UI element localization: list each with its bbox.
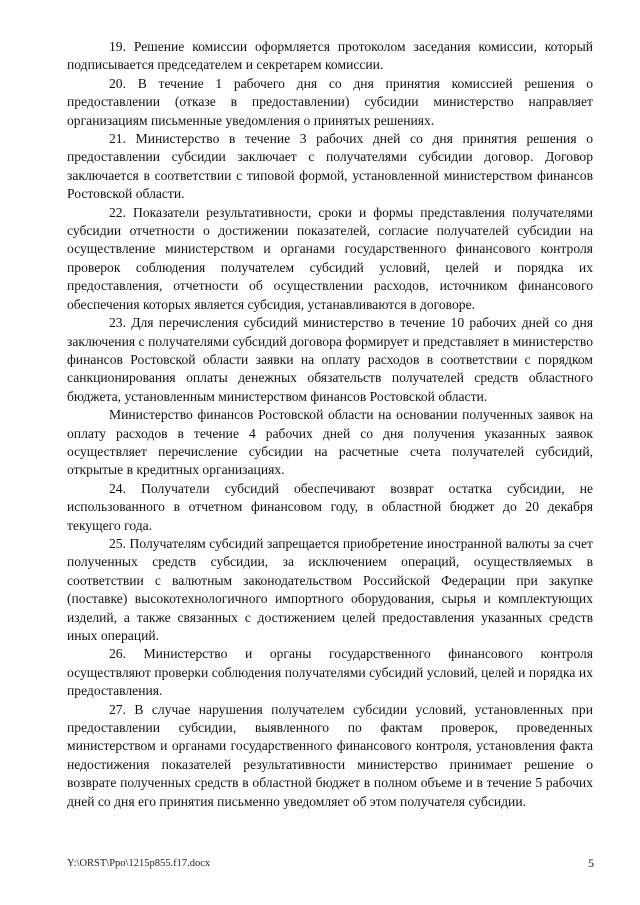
paragraph-23-continued: Министерство финансов Ростовской области на основании полученных заявок на оплату расходов в течение 4 рабочих дней со дня получения указанных заявок осуществляет перечисление субсидии на расчетные счета получателей субсидий, открытые в кредитных организациях.	[67, 407, 593, 478]
paragraph-25: 25. Получателям субсидий запрещается приобретение иностранной валюты за счет полученных средств субсидии, за исключением операций, осуществляемых в соответствии с валютным законодательством Российской Федерации при закупке (поставке) высокотехнологичного импортного оборудования, сырья и комплектующих изделий, а также связанных с достижением целей предоставления указанных средств иных операций.	[67, 535, 593, 643]
paragraph-23: 23. Для перечисления субсидий министерство в течение 10 рабочих дней со дня заключения с получателями субсидий договора формирует и представляет в министерство финансов Ростовской области заявки на оплату расходов в соответствии с порядком санкционирования оплаты денежных обязательств получателей средств областного бюджета, установленным министерством финансов Ростовской области.	[67, 315, 593, 404]
footer-file-path: Y:\ORST\Ppo\1215p855.f17.docx	[67, 858, 211, 869]
paragraph-20: 20. В течение 1 рабочего дня со дня принятия комиссией решения о предоставлении (отказе в предоставлении) субсидии министерство направляет организациям письменные уведомления о принятых решениях.	[67, 75, 593, 128]
paragraph-24: 24. Получатели субсидий обеспечивают возврат остатка субсидии, не использованного в отчетном финансовом году, в областной бюджет до 20 декабря текущего года.	[67, 480, 593, 533]
paragraph-22: 22. Показатели результативности, сроки и формы представления получателями субсидии отчетности о достижении показателей, согласие получателей субсидии на осуществление министерством и органами государственного финансового контроля проверок соблюдения получателем субсидий условий, целей и порядка их предоставления, отчетности об осуществлении расходов, источником финансового обеспечения которых является субсидия, устанавливаются в договоре.	[67, 204, 593, 312]
paragraph-21: 21. Министерство в течение 3 рабочих дней со дня принятия решения о предоставлении субсидии заключает с получателями субсидии договор. Договор заключается в соответствии с типовой формой, установленной министерством финансов Ростовской области.	[67, 131, 593, 202]
page-number: 5	[588, 856, 594, 870]
paragraph-26: 26. Министерство и органы государственного финансового контроля осуществляют проверки соблюдения получателями субсидий условий, целей и порядка их предоставления.	[67, 646, 593, 699]
paragraph-27: 27. В случае нарушения получателем субсидии условий, установленных при предоставлении субсидии, выявленного по фактам проверок, проведенных министерством и органами государственного финансового контроля, установления факта недостижения показателей результативности министерство принимает решение о возврате полученных средств в областной бюджет в полном объеме и в течение 5 рабочих дней со дня его принятия письменно уведомляет об этом получателя субсидии.	[67, 701, 593, 809]
document-body	[67, 38, 593, 811]
paragraph-19: 19. Решение комиссии оформляется протоколом заседания комиссии, который подписывается председателем и секретарем комиссии.	[67, 39, 593, 73]
